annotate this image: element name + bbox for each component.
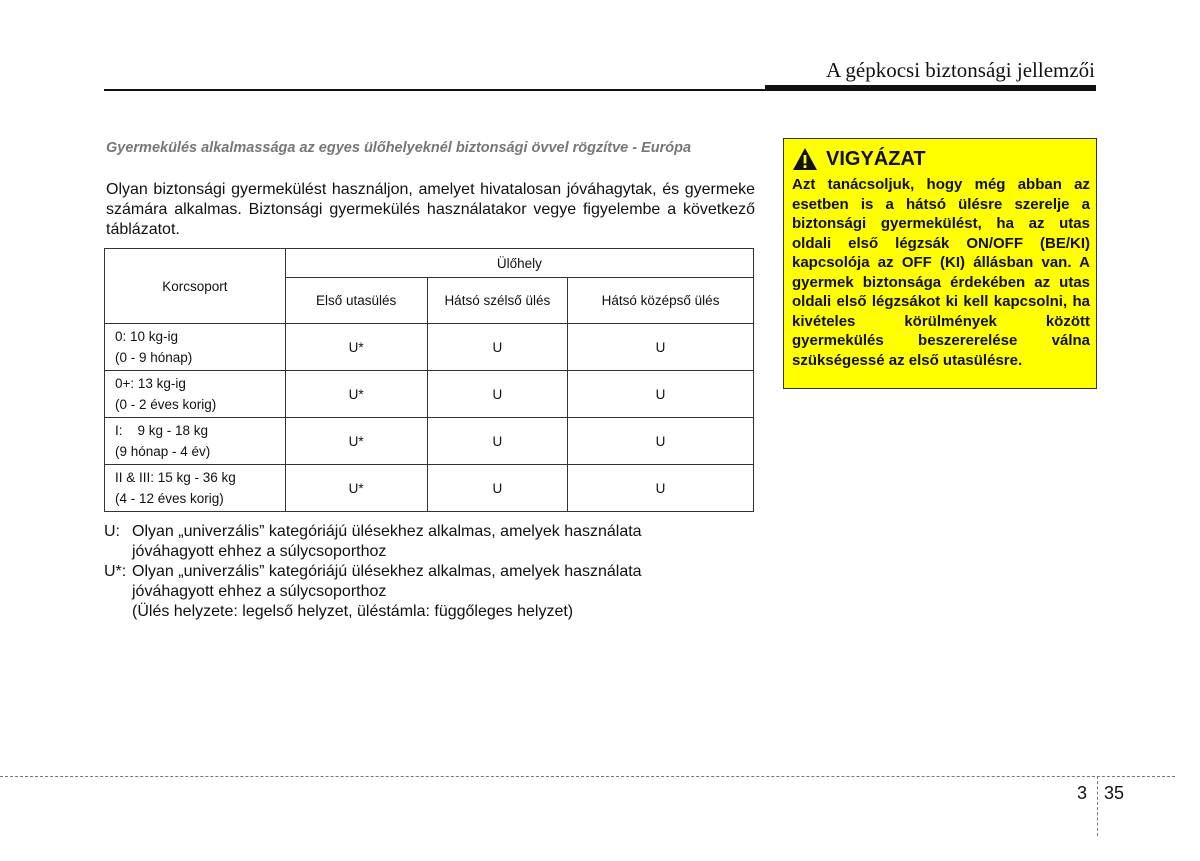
footnote-u: [104, 522, 724, 562]
age-group-weight: 0: 10 kg-ig: [115, 329, 179, 344]
suitability-cell: U: [568, 465, 754, 512]
column-header-seating-position: Ülőhely: [285, 249, 753, 278]
table-row: [105, 324, 754, 371]
caution-box: [783, 138, 1097, 389]
page-number-divider: [1097, 776, 1098, 836]
table-row: [105, 418, 754, 465]
caution-title: VIGYÁZAT: [826, 147, 926, 170]
suitability-cell: U*: [285, 324, 427, 371]
warning-triangle-icon: [792, 147, 818, 171]
suitability-cell: U: [568, 324, 754, 371]
footer-dashed-rule: [0, 776, 1175, 777]
age-group-age: (0 - 9 hónap): [115, 350, 193, 365]
suitability-cell: U*: [285, 371, 427, 418]
age-group-weight: I: 9 kg - 18 kg: [115, 423, 209, 438]
intro-paragraph: Olyan biztonsági gyermekülést használjon, amelyet hivatalosan jóváhagytak, és gyermeke számára alkalmas. Biztonsági gyermekülés használatakor vegye figyelembe a következő táblázatot.: [106, 181, 755, 238]
table-row: [105, 371, 754, 418]
age-group-age: (9 hónap - 4 év): [115, 444, 211, 459]
page-number: 35: [1104, 783, 1125, 803]
age-group-cell: [105, 418, 286, 465]
age-group-cell: [105, 465, 286, 512]
caution-header: [792, 147, 926, 171]
age-group-age: (4 - 12 éves korig): [115, 491, 224, 506]
suitability-cell: U: [427, 465, 567, 512]
chapter-number: 3: [1077, 783, 1088, 803]
section-title: Gyermekülés alkalmassága az egyes ülőhelyeknél biztonsági övvel rögzítve - Európa: [106, 140, 692, 156]
footnote-u-star: [104, 562, 724, 622]
footnote-mark: U*:: [104, 563, 127, 580]
column-header-rear-outboard: Hátsó szélső ülés: [427, 278, 567, 324]
column-header-rear-center: Hátsó középső ülés: [568, 278, 754, 324]
age-group-weight: II & III: 15 kg - 36 kg: [115, 470, 236, 485]
suitability-cell: U: [427, 324, 567, 371]
column-header-front-passenger: Első utasülés: [285, 278, 427, 324]
table-row: [105, 465, 754, 512]
footnote-extra: (Ülés helyzete: legelső helyzet, üléstámla: függőleges helyzet): [132, 603, 574, 620]
footnote-mark: U:: [104, 523, 120, 540]
age-group-age: (0 - 2 éves korig): [115, 397, 217, 412]
header-rule-accent: [765, 85, 1096, 91]
caution-text: Azt tanácsoljuk, hogy még abban az esetben is a hátsó ülésre szerelje a biztonsági gyermekülést, ha az utas oldali első légzsák ON/OFF (BE/KI) kapcsolója az OFF (KI) állásban van. A gyermek biztonsága érdekében az utas oldali első légzsákot ki kell kapcsolni, ha kivételes körülmények között gyermekülés beszererelése válna szükségessé az első utasülésre.: [792, 176, 1090, 369]
child-seat-suitability-table: [104, 248, 754, 512]
footnote-text: Olyan „univerzális” kategóriájú ülésekhez alkalmas, amelyek használata jóváhagyott ehhez a súlycsoporthoz: [132, 563, 642, 600]
suitability-cell: U: [568, 371, 754, 418]
suitability-cell: U: [427, 418, 567, 465]
age-group-cell: [105, 371, 286, 418]
footnote-body: [132, 562, 724, 622]
age-group-cell: [105, 324, 286, 371]
age-group-weight: 0+: 13 kg-ig: [115, 376, 186, 391]
suitability-cell: U: [427, 371, 567, 418]
suitability-cell: U*: [285, 418, 427, 465]
column-header-age-group: Korcsoport: [105, 249, 286, 324]
footnote-text: Olyan „univerzális” kategóriájú ülésekhez alkalmas, amelyek használata jóváhagyott ehhez a súlycsoporthoz: [132, 523, 642, 560]
suitability-cell: U: [568, 418, 754, 465]
page-header-title: A gépkocsi biztonsági jellemzői: [826, 58, 1095, 82]
suitability-cell: U*: [285, 465, 427, 512]
table-footnotes: [104, 522, 724, 622]
